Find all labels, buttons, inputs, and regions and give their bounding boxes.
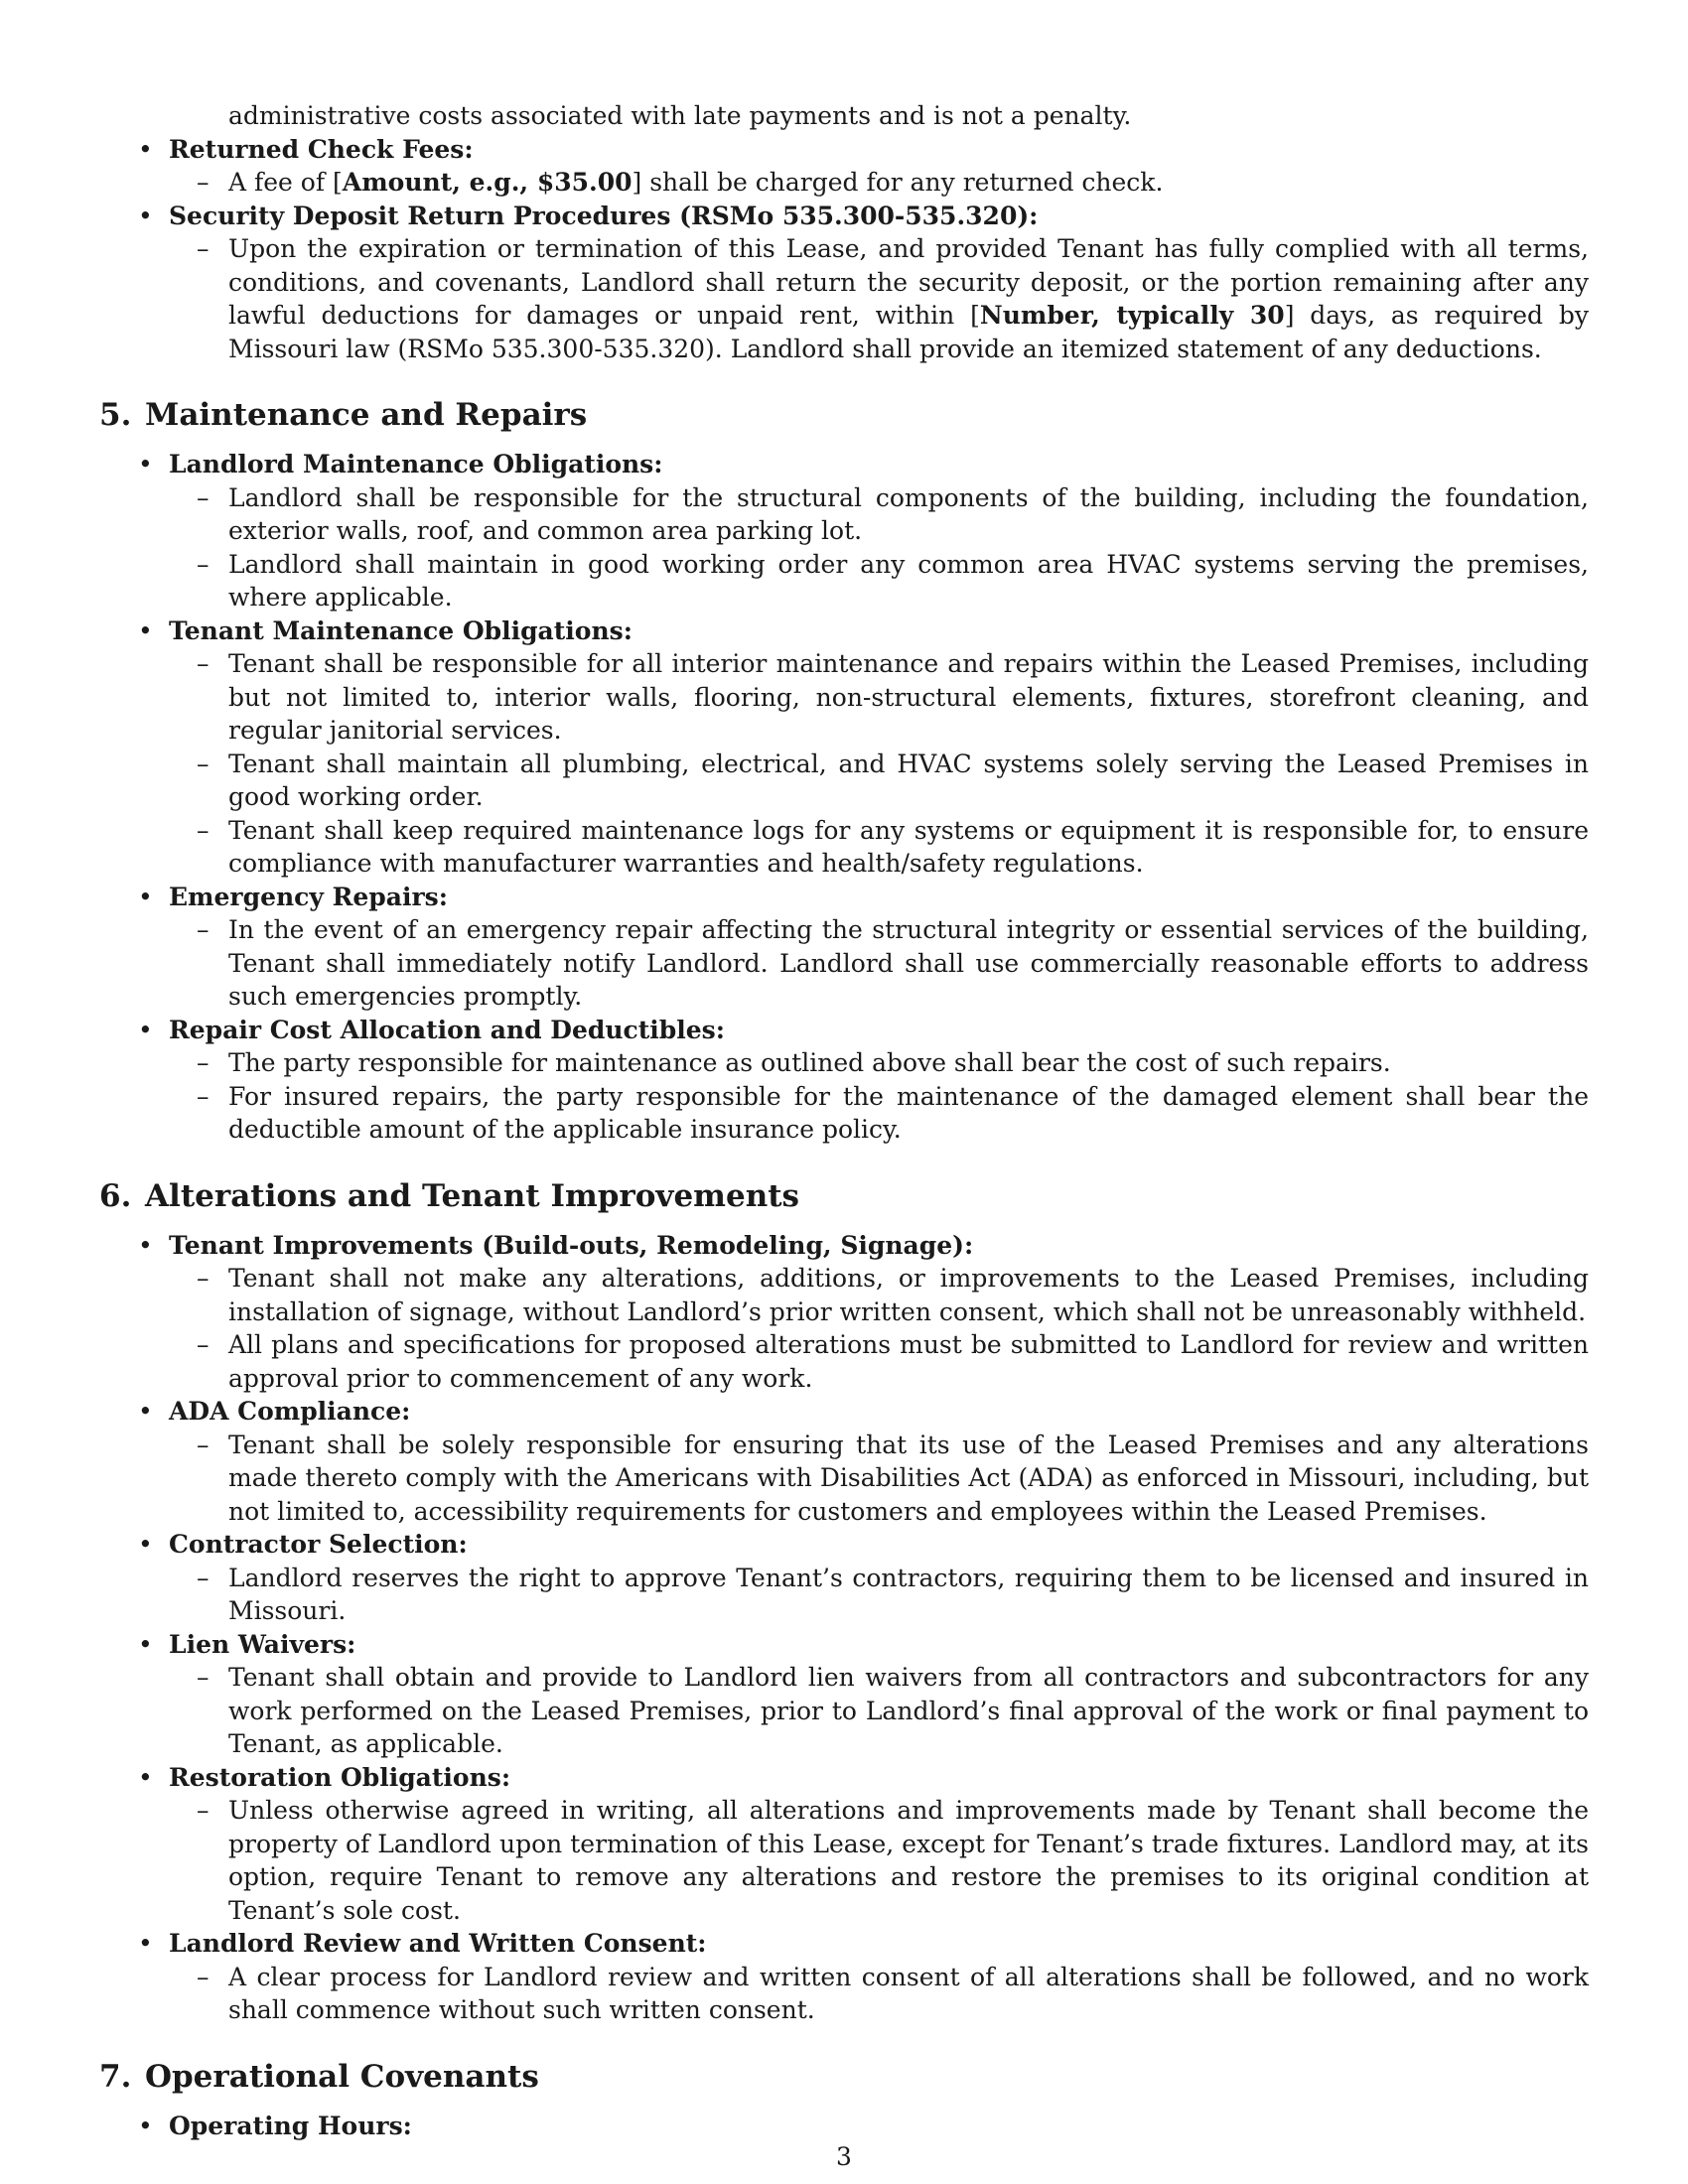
bullet-icon: • [138,134,153,164]
sub-item-text: Tenant shall not make any alterations, additions, or improvements to the Leased Premises, including installation of signage, without Landlord’s prior written consent, which shall not be unreasonably withheld. [228,1264,1589,1326]
item-list [99,2110,1589,2143]
document-content [99,99,1589,2142]
section-number: 7. [99,2058,132,2095]
sub-item-text: Landlord shall maintain in good working order any common area HVAC systems serving the premises, where applicable. [228,549,1589,612]
sub-item [169,548,1589,614]
section-title: Operational Covenants [145,2058,539,2095]
item-title: Security Deposit Return Procedures (RSMo 535.300-535.320): [169,201,1039,230]
document-page [99,0,1589,2184]
section [99,2057,1589,2143]
section-heading [99,1176,1589,1216]
dash-icon: – [197,1796,210,1825]
sub-item-text: ] days, as required by Missouri law (RSMo 535.300-535.320). Landlord shall provide an itemized statement of any deductions. [228,301,1589,363]
sub-item [169,1961,1589,2027]
section-heading [99,395,1589,435]
sub-item-text: Unless otherwise agreed in writing, all alterations and improvements made by Tenant shall become the property of Landlord upon termination of this Lease, except for Tenant’s trade fixtures. Landlord may, at its option, require Tenant to remove any alterations and restore the premises to its original condition at Tenant’s sole cost. [228,1796,1589,1925]
list-item [99,1395,1589,1528]
item-title: ADA Compliance: [169,1397,411,1426]
item-title: Repair Cost Allocation and Deductibles: [169,1015,725,1044]
section [99,1176,1589,2027]
item-title: Lien Waivers: [169,1629,356,1659]
item-title: Emergency Repairs: [169,882,448,911]
sub-list [169,166,1589,200]
sub-list [169,1661,1589,1761]
bullet-icon: • [138,450,153,478]
sub-item-text: A fee of [ [228,168,343,197]
sub-item-text: Tenant shall keep required maintenance logs for any systems or equipment it is responsible for, to ensure compliance with manufacturer warranties and health/safety regulations. [228,815,1589,878]
item-title: Contractor Selection: [169,1530,468,1559]
sections [99,395,1589,2142]
sub-list [169,1429,1589,1529]
sub-item [169,1794,1589,1927]
list-item [99,1927,1589,2027]
list-item [99,200,1589,366]
sub-item-text: Tenant shall obtain and provide to Landlord lien waivers from all contractors and subcontractors for any work performed on the Leased Premises, prior to Landlord’s final approval of the work or final payment to Tenant, as applicable. [228,1663,1589,1758]
list-item [99,1014,1589,1147]
sub-list [169,481,1589,614]
dash-icon: – [197,1081,210,1111]
dash-icon: – [197,1962,210,1991]
dash-icon: – [197,1430,210,1459]
section [99,395,1589,1147]
sub-item [169,1328,1589,1395]
dash-icon: – [197,1330,210,1359]
item-title: Landlord Review and Written Consent: [169,1929,707,1958]
sub-item-text: Upon the expiration or termination of this Lease, and provided Tenant has fully complied with all terms, conditions, and covenants, Landlord shall return the security deposit, or the portion remaining after any lawful deductions for damages or unpaid rent, within [ [228,234,1589,330]
sub-item-text: Tenant shall maintain all plumbing, electrical, and HVAC systems solely serving the Leased Premises in good working order. [228,749,1589,811]
sub-item-text: Tenant shall be solely responsible for ensuring that its use of the Leased Premises and any alterations made thereto comply with the Americans with Disabilities Act (ADA) as enforced in Missouri, including, but not limited to, accessibility requirements for customers and employees within the Leased Premises. [228,1430,1589,1526]
sub-item-text: For insured repairs, the party responsible for the maintenance of the damaged element shall bear the deductible amount of the applicable insurance policy. [228,1081,1589,1144]
dash-icon: – [197,815,210,845]
page-number: 3 [836,2142,852,2171]
sub-item [169,481,1589,548]
item-list [99,448,1589,1147]
dash-icon: – [197,1563,210,1592]
sub-item-text: The party responsible for maintenance as outlined above shall bear the cost of such repairs. [228,1048,1391,1077]
dash-icon: – [197,1264,210,1293]
bullet-icon: • [138,1929,153,1958]
dash-icon: – [197,168,210,197]
sub-list [169,1961,1589,2027]
dash-icon: – [197,234,210,263]
continuation-text: administrative costs associated with late payments and is not a penalty. [228,101,1132,130]
section-number: 5. [99,397,132,433]
bullet-icon: • [138,1015,153,1044]
list-item [99,448,1589,614]
dash-icon: – [197,649,210,678]
dash-icon: – [197,1663,210,1692]
sub-item-text: Tenant shall be responsible for all interior maintenance and repairs within the Leased Premises, including but not limited to, interior walls, flooring, non-structural elements, fixtures, storefront cleaning, and regular janitorial services. [228,649,1589,745]
sub-item [169,166,1589,200]
section-number: 6. [99,1177,132,1214]
sub-item-text: All plans and specifications for proposed alterations must be submitted to Landlord for review and written approval prior to commencement of any work. [228,1330,1589,1393]
list-item [99,1229,1589,1396]
placeholder-text: Number, typically 30 [979,301,1285,330]
intro-item-list [99,133,1589,366]
list-item [99,1761,1589,1928]
dash-icon: – [197,749,210,778]
bullet-icon: • [138,1397,153,1426]
sub-item-text: In the event of an emergency repair affecting the structural integrity or essential services of the building, Tenant shall immediately notify Landlord. Landlord shall use commercially reasonable efforts to address such emergencies promptly. [228,915,1589,1011]
dash-icon: – [197,1048,210,1077]
dash-icon: – [197,549,210,579]
sub-item [169,814,1589,881]
bullet-icon: • [138,615,153,645]
item-list [99,1229,1589,2027]
bullet-icon: • [138,2111,153,2140]
bullet-icon: • [138,1629,153,1659]
sub-list [169,647,1589,881]
list-item [99,2110,1589,2143]
bullet-icon: • [138,1530,153,1559]
sub-list [169,913,1589,1014]
sub-item [169,232,1589,365]
sub-item-text: A clear process for Landlord review and written consent of all alterations shall be followed, and no work shall commence without such written consent. [228,1962,1589,2024]
list-item [99,881,1589,1014]
sub-item [169,1562,1589,1628]
section-title: Maintenance and Repairs [145,397,588,433]
sub-list [169,1794,1589,1927]
sub-item [169,647,1589,748]
sub-item [169,1046,1589,1080]
dash-icon: – [197,915,210,944]
list-item [99,614,1589,881]
sub-item [169,748,1589,814]
dash-icon: – [197,482,210,512]
item-title: Returned Check Fees: [169,134,474,164]
sub-list [169,232,1589,365]
bullet-icon: • [138,1230,153,1260]
item-title: Restoration Obligations: [169,1762,511,1792]
list-item [99,1528,1589,1628]
bullet-icon: • [138,201,153,230]
item-title: Landlord Maintenance Obligations: [169,450,663,478]
sub-item-text: Landlord shall be responsible for the structural components of the building, including the foundation, exterior walls, roof, and common area parking lot. [228,482,1589,545]
item-title: Tenant Improvements (Build-outs, Remodeling, Signage): [169,1230,974,1260]
placeholder-text: Amount, e.g., $35.00 [342,168,633,197]
sub-item [169,1661,1589,1761]
sub-list [169,1562,1589,1628]
bullet-icon: • [138,1762,153,1792]
sub-item-text: ] shall be charged for any returned check. [632,168,1164,197]
sub-item [169,1429,1589,1529]
sub-list [169,1262,1589,1395]
sub-item [169,913,1589,1014]
list-item [99,133,1589,200]
sub-list [169,1046,1589,1147]
item-title: Tenant Maintenance Obligations: [169,615,633,645]
section-title: Alterations and Tenant Improvements [145,1177,800,1214]
sub-item [169,1080,1589,1147]
sub-item [169,1262,1589,1328]
bullet-icon: • [138,882,153,911]
sub-item-text: Landlord reserves the right to approve Tenant’s contractors, requiring them to be licensed and insured in Missouri. [228,1563,1589,1625]
item-title: Operating Hours: [169,2111,412,2140]
section-heading [99,2057,1589,2097]
list-item [99,1628,1589,1761]
